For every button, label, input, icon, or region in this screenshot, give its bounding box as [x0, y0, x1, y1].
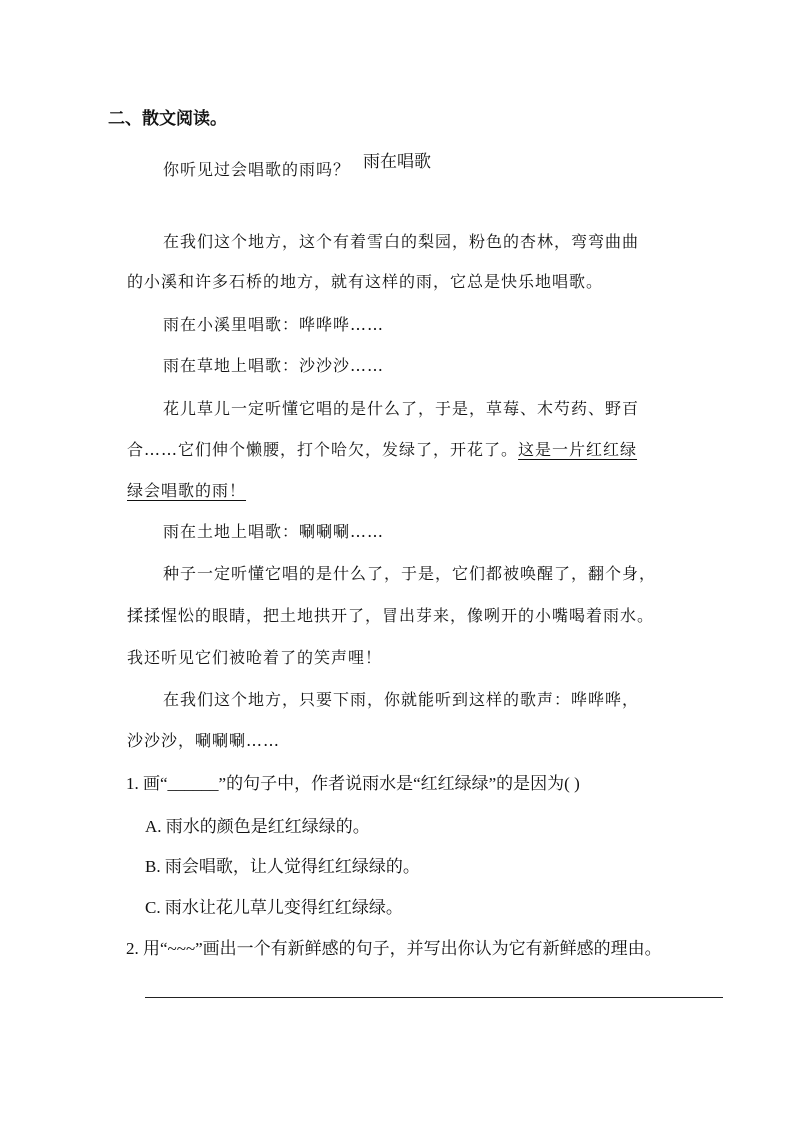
passage-line: [127, 440, 637, 460]
passage-line: 雨在小溪里唱歌：哗哗哗……: [163, 315, 385, 334]
passage-text: 合……它们伸个懒腰，打个哈欠，发绿了，开花了。: [127, 440, 519, 459]
option-b: B. 雨会唱歌，让人觉得红红绿绿的。: [145, 857, 420, 876]
underlined-sentence: 绿会唱歌的雨！: [127, 481, 247, 500]
passage-line: 在我们这个地方，只要下雨，你就能听到这样的歌声：哗哗哗，: [163, 690, 640, 709]
passage-title: 雨在唱歌: [363, 152, 431, 172]
passage-line: 你听见过会唱歌的雨吗？: [163, 160, 351, 179]
passage-line: 花儿草儿一定听懂它唱的是什么了，于是，草莓、木芍药、野百: [163, 399, 640, 418]
passage-line: 沙沙沙，唰唰唰……: [127, 731, 281, 750]
question-number: 1.: [126, 774, 139, 793]
passage-line: 雨在土地上唱歌：唰唰唰……: [163, 522, 385, 541]
option-c: C. 雨水让花儿草儿变得红红绿绿。: [145, 898, 403, 917]
passage-line: 的小溪和许多石桥的地方，就有这样的雨，它总是快乐地唱歌。: [127, 272, 604, 291]
underlined-sentence: 这是一片红红绿: [518, 440, 638, 459]
passage-line: 在我们这个地方，这个有着雪白的梨园，粉色的杏林，弯弯曲曲: [163, 232, 640, 251]
question-number: 2.: [126, 939, 139, 958]
question-2: [126, 938, 662, 960]
question-text: 用“~~~”画出一个有新鲜感的句子，并写出你认为它有新鲜感的理由。: [143, 939, 662, 958]
question-1: [126, 773, 580, 795]
option-a: A. 雨水的颜色是红红绿绿的。: [145, 817, 370, 836]
passage-line: 雨在草地上唱歌：沙沙沙……: [163, 356, 385, 375]
passage-line: 我还听见它们被呛着了的笑声哩！: [127, 648, 383, 667]
section-heading: 二、散文阅读。: [108, 109, 227, 129]
passage-line: 种子一定听懂它唱的是什么了，于是，它们都被唤醒了，翻个身，: [163, 564, 657, 583]
passage-line: 揉揉惺忪的眼睛，把土地拱开了，冒出芽来，像咧开的小嘴喝着雨水。: [127, 606, 655, 625]
question-text: 画“______”的句子中，作者说雨水是“红红绿绿”的是因为( ): [143, 774, 580, 793]
answer-line[interactable]: [145, 997, 723, 998]
